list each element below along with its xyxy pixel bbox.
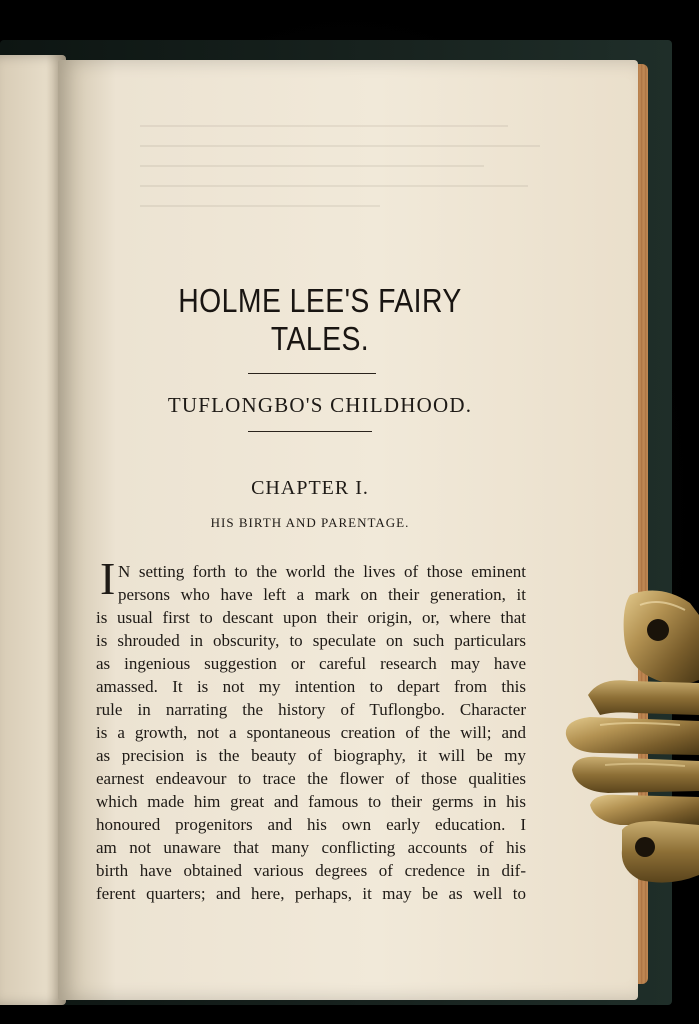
body-line: amassed. It is not my intention to depart from this [96,677,526,696]
chapter-heading: CHAPTER I. [251,477,369,499]
body-line: is a growth, not a spontaneous creation of the will; and [96,723,526,742]
title-rule-bottom [248,431,372,432]
chapter-subheading: HIS BIRTH AND PARENTAGE. [210,515,410,530]
brass-page-clip [560,585,699,890]
show-through-text [140,125,540,265]
body-line: as ingenious suggestion or careful research may have [96,654,526,673]
body-line: rule in narrating the history of Tuflongbo. Character [96,700,526,719]
body-line: which made him great and famous to their germs in his [96,792,526,811]
body-line: persons who have left a mark on their generation, it [118,585,526,604]
book-title: HOLME LEE'S FAIRY TALES. [178,282,462,357]
body-line: as precision is the beauty of biography, it will be my [96,746,526,765]
story-title: TUFLONGBO'S CHILDHOOD. [167,393,473,417]
body-line: is shrouded in obscurity, to speculate on such particulars [96,631,526,650]
body-line: N setting forth to the world the lives of those eminent [118,562,526,581]
body-line: birth have obtained various degrees of credence in dif- [96,861,526,880]
body-line: honoured progenitors and his own early education. I [96,815,526,834]
drop-cap: I [100,553,116,604]
body-line: ferent quarters; and here, perhaps, it may be as well to [96,884,526,903]
body-line: earnest endeavour to trace the flower of those qualities [96,769,526,788]
body-line: is usual first to descant upon their origin, or, where that [96,608,526,627]
body-line: am not unaware that many conflicting accounts of his [96,838,526,857]
title-rule-top [248,373,376,374]
left-page [0,55,66,1005]
body-paragraph [96,560,526,905]
